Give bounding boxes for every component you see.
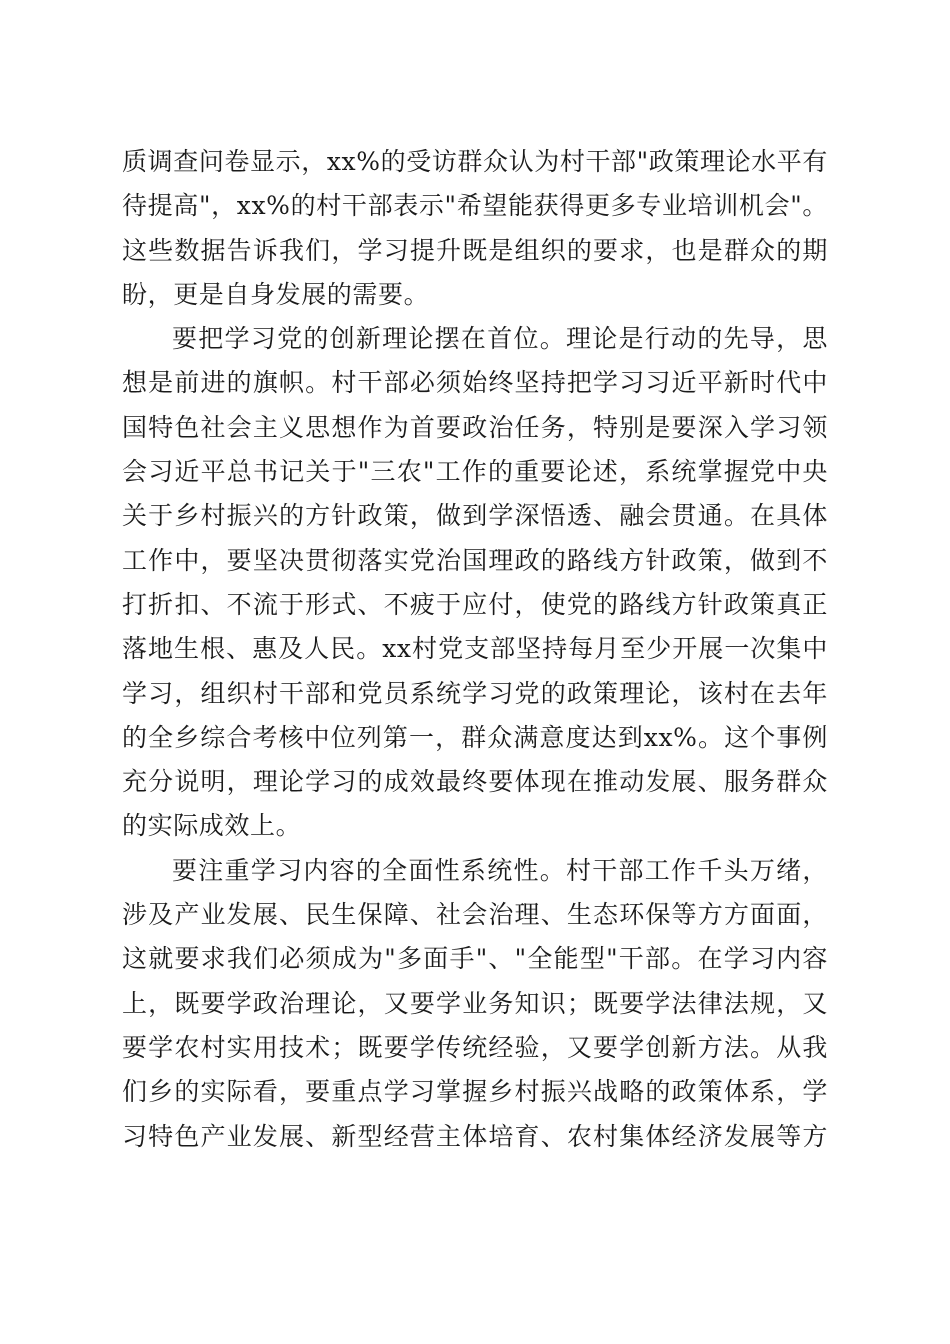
paragraph-line: 盼，更是自身发展的需要。 (122, 279, 430, 309)
paragraph-line: 工作中，要坚决贯彻落实党治国理政的路线方针政策，做到不 (122, 545, 828, 575)
paragraph-line: 这些数据告诉我们，学习提升既是组织的要求，也是群众的期 (122, 235, 828, 265)
paragraph-line: 落地生根、惠及人民。xx村党支部坚持每月至少开展一次集中 (122, 634, 828, 664)
paragraph-line: 要把学习党的创新理论摆在首位。理论是行动的先导，思 (172, 324, 828, 354)
paragraph-2 (122, 317, 828, 849)
paragraph-line: 想是前进的旗帜。村干部必须始终坚持把学习习近平新时代中 (122, 368, 828, 398)
paragraph-1 (122, 140, 828, 317)
paragraph-line: 们乡的实际看，要重点学习掌握乡村振兴战略的政策体系，学 (122, 1077, 828, 1107)
paragraph-line: 充分说明，理论学习的成效最终要体现在推动发展、服务群众 (122, 767, 828, 797)
paragraph-line: 这就要求我们必须成为"多面手"、"全能型"干部。在学习内容 (122, 944, 828, 974)
paragraph-line: 关于乡村振兴的方针政策，做到学深悟透、融会贯通。在具体 (122, 501, 828, 531)
paragraph-3 (122, 849, 828, 1159)
paragraph-line: 上，既要学政治理论，又要学业务知识；既要学法律法规，又 (122, 988, 828, 1018)
paragraph-line: 会习近平总书记关于"三农"工作的重要论述，系统掌握党中央 (122, 457, 828, 487)
paragraph-line: 习特色产业发展、新型经营主体培育、农村集体经济发展等方 (122, 1121, 828, 1151)
document-body (122, 140, 828, 1159)
paragraph-line: 国特色社会主义思想作为首要政治任务，特别是要深入学习领 (122, 412, 828, 442)
paragraph-line: 打折扣、不流于形式、不疲于应付，使党的路线方针政策真正 (122, 589, 828, 619)
paragraph-line: 的实际成效上。 (122, 811, 302, 841)
paragraph-line: 要学农村实用技术；既要学传统经验，又要学创新方法。从我 (122, 1032, 828, 1062)
paragraph-line: 涉及产业发展、民生保障、社会治理、生态环保等方方面面， (122, 900, 828, 930)
paragraph-line: 要注重学习内容的全面性系统性。村干部工作千头万绪， (172, 855, 828, 885)
paragraph-line: 待提高"，xx%的村干部表示"希望能获得更多专业培训机会"。 (122, 191, 828, 221)
paragraph-line: 质调查问卷显示，xx%的受访群众认为村干部"政策理论水平有 (122, 147, 828, 176)
paragraph-line: 的全乡综合考核中位列第一，群众满意度达到xx%。这个事例 (122, 722, 828, 752)
paragraph-line: 学习，组织村干部和党员系统学习党的政策理论，该村在去年 (122, 678, 828, 708)
